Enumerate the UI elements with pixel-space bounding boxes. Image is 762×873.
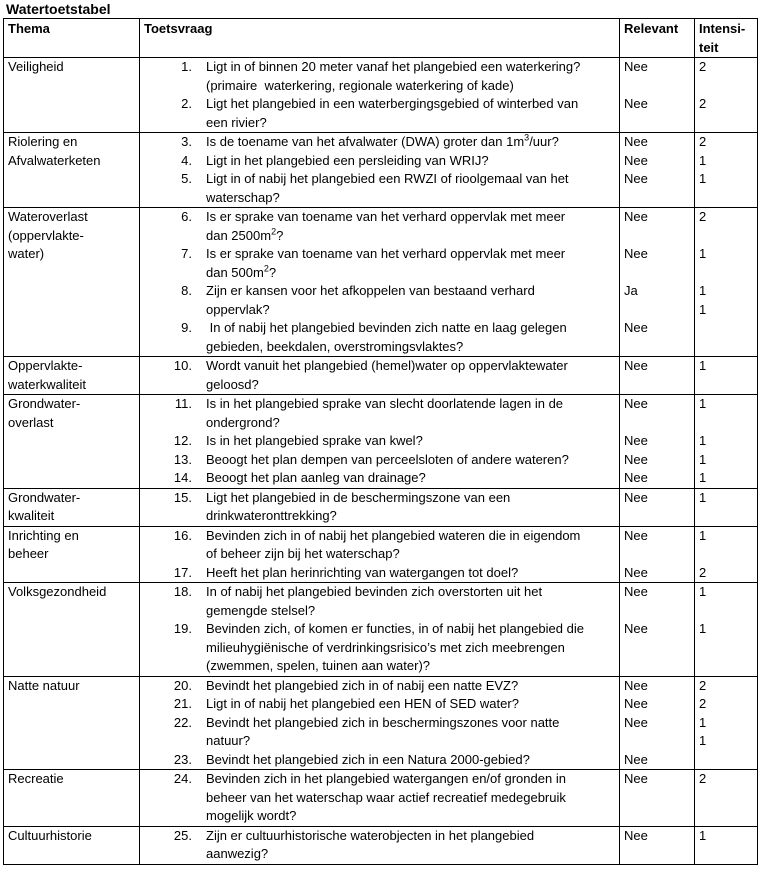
question-text [206,827,615,864]
intensity-cell: 2 1 1 [695,133,758,208]
theme-cell: Oppervlakte- waterkwaliteit [4,357,140,395]
question-line: Ligt in of nabij het plangebied een RWZI of rioolgemaal van het [206,171,569,186]
question-cell [140,208,620,357]
question-line: Is er sprake van toename van het verhard oppervlak met meer [206,246,566,261]
question-number: 11. [174,396,192,411]
question-item [144,432,615,451]
question-line: Is er sprake van toename van het verhard oppervlak met meer [206,209,566,224]
relevant-cell: Nee Nee Ja Nee [620,208,695,357]
theme-cell: Wateroverlast (oppervlakte- water) [4,208,140,357]
theme-cell: Grondwater- overlast [4,395,140,489]
question-item [144,357,615,394]
question-item [144,489,615,526]
relevant-cell: Nee Nee [620,583,695,677]
question-item [144,170,615,207]
question-number: 7. [181,246,192,261]
question-text [206,583,615,620]
question-number: 16. [173,527,192,543]
question-line: Ligt het plangebied in de beschermingszone van een [206,489,511,505]
intensity-cell: 2 1 1 1 [695,208,758,357]
question-item [144,451,615,470]
header-relevant: Relevant [620,19,695,58]
question-number: 20. [173,677,192,693]
question-number: 21. [173,696,192,711]
question-item [144,695,615,714]
question-line: (primaire waterkering, regionale waterkering of kade) [206,77,514,93]
question-line: gemengde stelsel? [206,602,316,618]
question-line: Heeft het plan herinrichting van watergangen tot doel? [206,564,519,580]
theme-cell: Volksgezondheid [4,583,140,677]
question-cell [140,488,620,526]
question-text [206,527,615,564]
intensity-cell: 1 1 1 1 [695,395,758,489]
question-cell [140,133,620,208]
intensity-cell: 1 [695,357,758,395]
question-line: oppervlak? [206,301,270,317]
table-body [4,58,758,865]
question-line: (zwemmen, spelen, tuinen aan water)? [206,658,431,673]
relevant-cell: Nee Nee Nee Nee [620,395,695,489]
question-line: Is in het plangebied sprake van kwel? [206,433,423,448]
question-item [144,208,615,245]
question-number: 22. [173,714,192,730]
question-item [144,583,615,620]
question-line: gebieden, beekdalen, overstromingsvlaktes? [206,338,464,354]
question-text [206,451,615,470]
question-item [144,245,615,282]
relevant-cell: Nee Nee [620,526,695,583]
question-text [206,208,615,245]
question-line: In of nabij het plangebied bevinden zich overstorten uit het [206,584,543,599]
table-title: Watertoetstabel [6,1,111,17]
question-cell [140,770,620,827]
question-cell [140,826,620,864]
question-number: 25. [173,827,192,843]
question-item [144,564,615,583]
table-row [4,133,758,208]
question-text [206,58,615,95]
question-line: natuur? [206,733,251,748]
question-cell [140,526,620,583]
question-line: Bevinden zich in het plangebied watergangen en/of gronden in [206,771,566,786]
question-line: Ligt in het plangebied een persleiding van WRIJ? [206,152,489,168]
question-item [144,770,615,826]
question-line: Wordt vanuit het plangebied (hemel)water op oppervlaktewater [206,358,568,373]
question-number: 15. [173,489,192,505]
theme-cell: Grondwater- kwaliteit [4,488,140,526]
question-number: 1. [181,59,192,74]
question-number: 18. [173,584,192,599]
question-item [144,152,615,171]
question-line: Bevinden zich, of komen er functies, in of nabij het plangebied die [206,621,584,636]
question-item [144,133,615,152]
question-line: drinkwateronttrekking? [206,508,337,523]
question-number: 12. [173,433,192,448]
theme-cell: Recreatie [4,770,140,827]
question-text [206,282,615,319]
question-line: Ligt in of nabij het plangebied een HEN of SED water? [206,696,519,711]
question-item [144,714,615,751]
question-item [144,95,615,132]
table-row [4,676,758,770]
question-number: 17. [173,564,192,580]
question-number: 3. [181,134,192,149]
question-item [144,751,615,770]
question-line: Zijn er kansen voor het afkoppelen van bestaand verhard [206,283,535,298]
question-text [206,395,615,432]
intensity-cell: 2 2 [695,58,758,133]
relevant-cell: Nee Nee [620,58,695,133]
question-text [206,695,615,714]
question-cell [140,583,620,677]
water-assessment-table [3,18,758,865]
question-text [206,469,615,488]
question-line: of beheer zijn bij het waterschap? [206,546,400,561]
relevant-cell: Nee [620,357,695,395]
header-intensity: Intensi- teit [695,19,758,58]
question-number: 2. [181,96,192,111]
question-line: Bevindt het plangebied zich in beschermingszones voor natte [206,714,560,730]
question-number: 14. [173,470,192,485]
table-row [4,208,758,357]
question-line: waterschap? [206,189,280,205]
question-line: Bevinden zich in of nabij het plangebied wateren die in eigendom [206,527,581,543]
intensity-cell: 2 [695,770,758,827]
question-number: 13. [173,451,192,467]
table-row [4,583,758,677]
question-line: aanwezig? [206,846,269,861]
table-row [4,488,758,526]
question-line: Beoogt het plan dempen van perceelsloten of andere wateren? [206,451,569,467]
theme-cell: Riolering en Afvalwaterketen [4,133,140,208]
question-item [144,827,615,864]
question-text [206,714,615,751]
question-line: Ligt het plangebied in een waterbergingsgebied of winterbed van [206,96,579,111]
question-text [206,133,615,152]
question-item [144,282,615,319]
table-row [4,770,758,827]
header-question: Toetsvraag [140,19,620,58]
question-line: In of nabij het plangebied bevinden zich natte en laag gelegen [206,320,567,335]
question-line: Bevindt het plangebied zich in of nabij een natte EVZ? [206,677,519,693]
question-number: 5. [181,171,192,186]
question-line: een rivier? [206,114,267,130]
question-line: Ligt in of binnen 20 meter vanaf het plangebied een waterkering? [206,59,581,74]
table-row [4,357,758,395]
question-cell [140,676,620,770]
header-row [4,19,758,58]
question-text [206,152,615,171]
question-number: 9. [181,320,192,335]
question-number: 8. [181,283,192,298]
question-number: 19. [173,621,192,636]
intensity-cell: 1 2 [695,526,758,583]
question-number: 6. [181,209,192,224]
intensity-cell: 1 [695,488,758,526]
question-text [206,319,615,356]
intensity-cell: 2 2 1 1 [695,676,758,770]
question-item [144,469,615,488]
question-text [206,95,615,132]
question-text [206,677,615,696]
header-theme: Thema [4,19,140,58]
question-cell [140,395,620,489]
question-text [206,245,615,282]
question-text [206,620,615,676]
question-line: beheer van het waterschap waar actief recreatief medegebruik [206,789,566,805]
question-line: dan $2500m^2$? [206,226,284,243]
question-line: ondergrond? [206,414,280,430]
question-number: 10. [173,358,192,373]
table-row [4,58,758,133]
question-line: geloosd? [206,376,259,392]
question-text [206,170,615,207]
table-row [4,526,758,583]
question-number: 24. [173,771,192,786]
relevant-cell: Nee Nee Nee [620,133,695,208]
question-cell [140,357,620,395]
question-line: Beoogt het plan aanleg van drainage? [206,470,426,485]
table-row [4,395,758,489]
theme-cell: Inrichting en beheer [4,526,140,583]
question-line: Is in het plangebied sprake van slecht doorlatende lagen in de [206,396,564,411]
question-number: 4. [181,152,192,168]
question-text [206,489,615,526]
question-line: Zijn er cultuurhistorische waterobjecten in het plangebied [206,827,535,843]
theme-cell: Veiligheid [4,58,140,133]
question-item [144,527,615,564]
question-item [144,620,615,676]
question-line: dan $500m^2$? [206,263,277,280]
relevant-cell: Nee [620,770,695,827]
theme-cell: Natte natuur [4,676,140,770]
question-cell [140,58,620,133]
question-line: mogelijk wordt? [206,808,297,823]
relevant-cell: Nee [620,488,695,526]
relevant-cell: Nee [620,826,695,864]
question-text [206,770,615,826]
question-line: Bevindt het plangebied zich in een Natura 2000-gebied? [206,751,530,767]
table-row [4,826,758,864]
question-item [144,319,615,356]
question-text [206,357,615,394]
question-text [206,564,615,583]
intensity-cell: 1 1 [695,583,758,677]
question-item [144,677,615,696]
relevant-cell: Nee Nee Nee Nee [620,676,695,770]
intensity-cell: 1 [695,826,758,864]
question-line: Is de toename van het afvalwater (DWA) groter dan $1m^3$/uur? [206,132,559,149]
question-text [206,751,615,770]
theme-cell: Cultuurhistorie [4,826,140,864]
question-number: 23. [173,751,192,767]
question-text [206,432,615,451]
question-item [144,58,615,95]
question-item [144,395,615,432]
question-line: milieuhygiënische of verdrinkingsrisico’s met zich meebrengen [206,639,565,655]
